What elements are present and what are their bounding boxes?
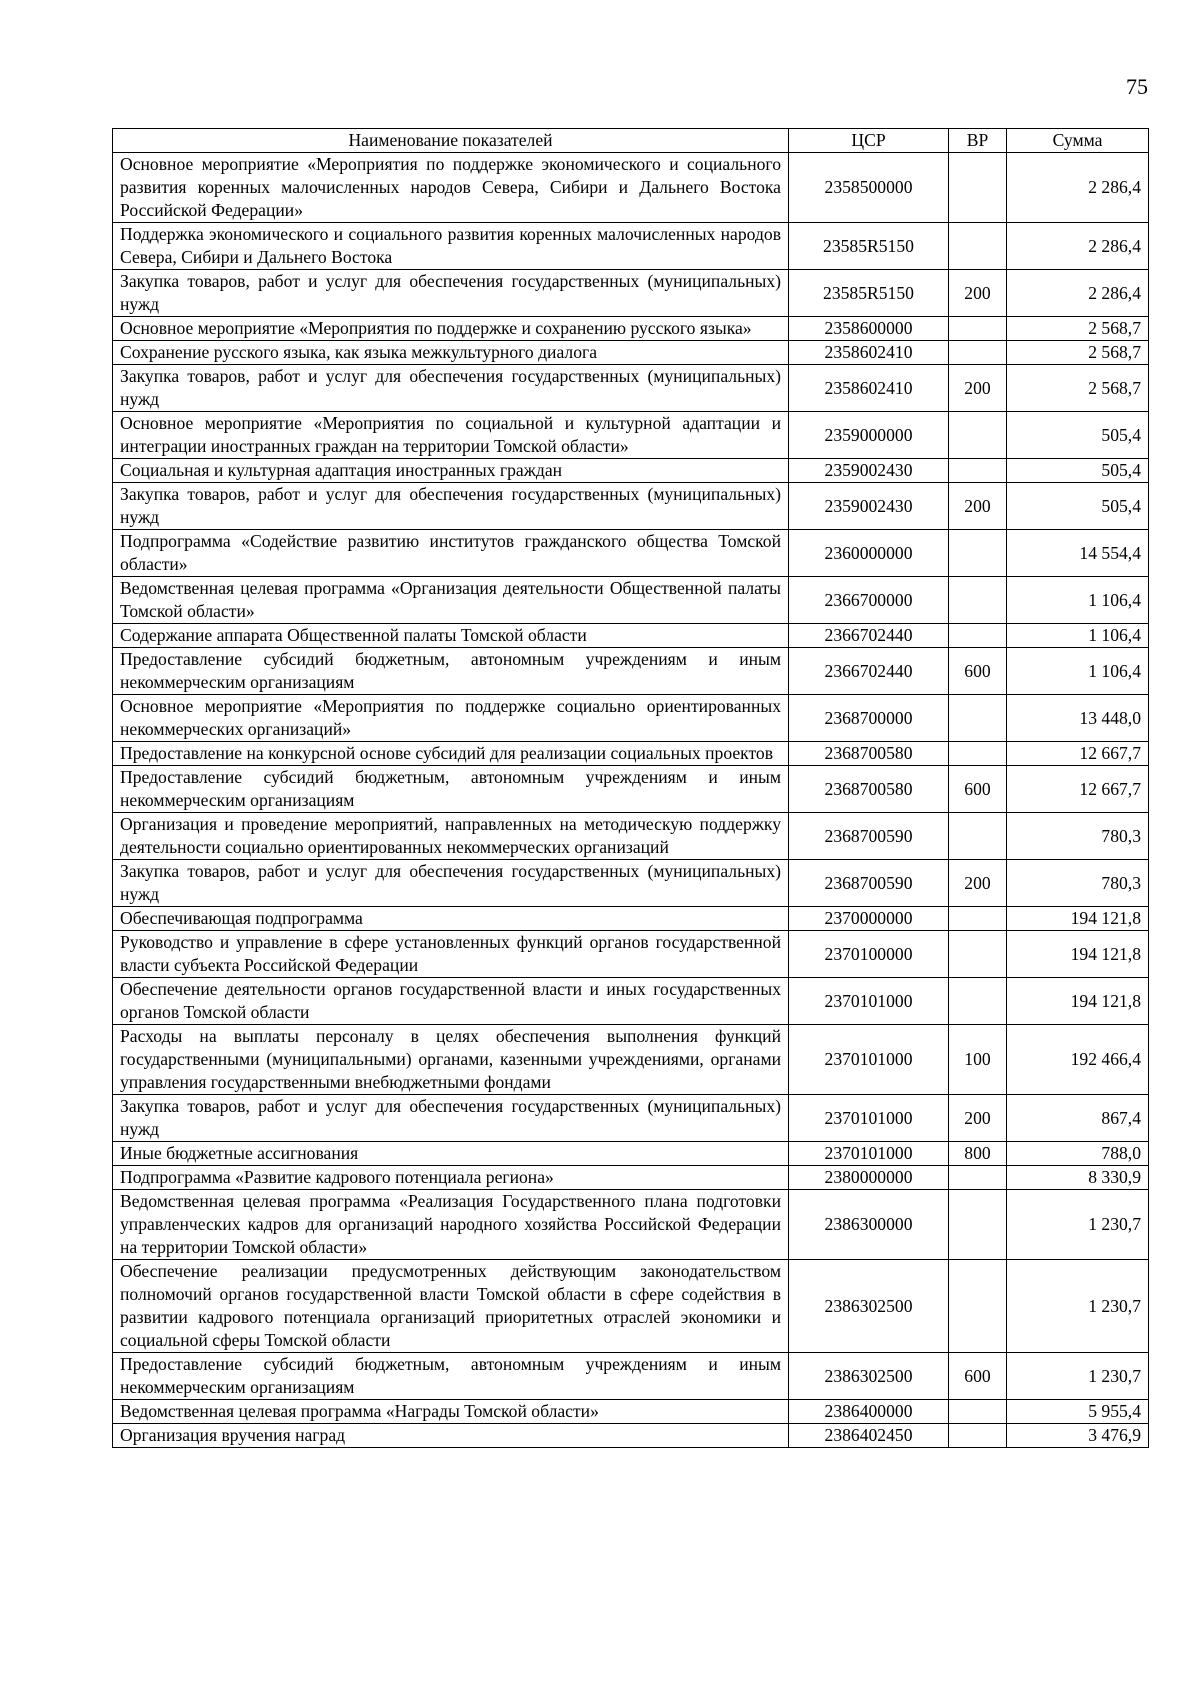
row-csr: 2368700000 bbox=[789, 695, 949, 742]
row-sum: 194 121,8 bbox=[1007, 931, 1149, 978]
row-csr: 2370101000 bbox=[789, 978, 949, 1025]
table-row bbox=[113, 365, 1149, 412]
row-csr: 23585R5150 bbox=[789, 223, 949, 270]
row-vr bbox=[949, 412, 1007, 459]
row-vr bbox=[949, 624, 1007, 648]
row-sum: 1 106,4 bbox=[1007, 648, 1149, 695]
row-name: Закупка товаров, работ и услуг для обеспечения государственных (муниципальных) нужд bbox=[113, 270, 789, 317]
header-sum: Сумма bbox=[1007, 129, 1149, 153]
row-vr bbox=[949, 978, 1007, 1025]
row-vr bbox=[949, 1166, 1007, 1190]
budget-table bbox=[112, 128, 1149, 1448]
table-row bbox=[113, 978, 1149, 1025]
row-name: Обеспечение деятельности органов государственной власти и иных государственных органов Томской области bbox=[113, 978, 789, 1025]
row-vr: 800 bbox=[949, 1142, 1007, 1166]
row-csr: 2368700590 bbox=[789, 813, 949, 860]
table-row bbox=[113, 1142, 1149, 1166]
table-row bbox=[113, 813, 1149, 860]
row-sum: 8 330,9 bbox=[1007, 1166, 1149, 1190]
row-sum: 1 106,4 bbox=[1007, 577, 1149, 624]
row-vr: 100 bbox=[949, 1025, 1007, 1095]
row-name: Закупка товаров, работ и услуг для обеспечения государственных (муниципальных) нужд bbox=[113, 483, 789, 530]
row-vr bbox=[949, 341, 1007, 365]
table-row bbox=[113, 1025, 1149, 1095]
row-csr: 2386402450 bbox=[789, 1424, 949, 1448]
row-name: Предоставление на конкурсной основе субсидий для реализации социальных проектов bbox=[113, 742, 789, 766]
table-row bbox=[113, 1166, 1149, 1190]
row-vr bbox=[949, 223, 1007, 270]
row-sum: 1 230,7 bbox=[1007, 1353, 1149, 1400]
row-vr bbox=[949, 907, 1007, 931]
table-row bbox=[113, 341, 1149, 365]
row-sum: 194 121,8 bbox=[1007, 978, 1149, 1025]
row-vr bbox=[949, 317, 1007, 341]
row-vr: 200 bbox=[949, 1095, 1007, 1142]
table-row bbox=[113, 270, 1149, 317]
row-sum: 192 466,4 bbox=[1007, 1025, 1149, 1095]
row-vr: 200 bbox=[949, 365, 1007, 412]
table-row bbox=[113, 153, 1149, 223]
table-row bbox=[113, 1190, 1149, 1260]
row-sum: 3 476,9 bbox=[1007, 1424, 1149, 1448]
row-sum: 2 568,7 bbox=[1007, 365, 1149, 412]
row-sum: 13 448,0 bbox=[1007, 695, 1149, 742]
table-row bbox=[113, 412, 1149, 459]
table-row bbox=[113, 1353, 1149, 1400]
row-csr: 2368700580 bbox=[789, 766, 949, 813]
row-name: Ведомственная целевая программа «Организация деятельности Общественной палаты Томской области» bbox=[113, 577, 789, 624]
row-sum: 12 667,7 bbox=[1007, 766, 1149, 813]
row-csr: 2368700590 bbox=[789, 860, 949, 907]
row-name: Предоставление субсидий бюджетным, автономным учреждениям и иным некоммерческим организациям bbox=[113, 648, 789, 695]
table-header-row bbox=[113, 129, 1149, 153]
row-name: Закупка товаров, работ и услуг для обеспечения государственных (муниципальных) нужд bbox=[113, 860, 789, 907]
row-name: Иные бюджетные ассигнования bbox=[113, 1142, 789, 1166]
row-vr: 600 bbox=[949, 1353, 1007, 1400]
table-row bbox=[113, 1424, 1149, 1448]
table-row bbox=[113, 766, 1149, 813]
row-csr: 2386302500 bbox=[789, 1260, 949, 1353]
row-sum: 505,4 bbox=[1007, 483, 1149, 530]
row-name: Социальная и культурная адаптация иностранных граждан bbox=[113, 459, 789, 483]
row-sum: 505,4 bbox=[1007, 412, 1149, 459]
row-sum: 1 106,4 bbox=[1007, 624, 1149, 648]
row-vr: 200 bbox=[949, 483, 1007, 530]
row-csr: 2359002430 bbox=[789, 459, 949, 483]
row-csr: 2368700580 bbox=[789, 742, 949, 766]
row-sum: 788,0 bbox=[1007, 1142, 1149, 1166]
row-vr bbox=[949, 577, 1007, 624]
row-sum: 505,4 bbox=[1007, 459, 1149, 483]
table-row bbox=[113, 1400, 1149, 1424]
row-name: Обеспечение реализации предусмотренных действующим законодательством полномочий органов государственной власти Томской области в сфере содействия в развитии кадрового потенциала организаций приоритетных отраслей экономики и социальной сферы Томской области bbox=[113, 1260, 789, 1353]
table-row bbox=[113, 624, 1149, 648]
row-csr: 2359002430 bbox=[789, 483, 949, 530]
row-vr: 600 bbox=[949, 648, 1007, 695]
row-sum: 2 286,4 bbox=[1007, 223, 1149, 270]
row-csr: 2386302500 bbox=[789, 1353, 949, 1400]
row-name: Ведомственная целевая программа «Награды Томской области» bbox=[113, 1400, 789, 1424]
row-csr: 2359000000 bbox=[789, 412, 949, 459]
row-sum: 2 568,7 bbox=[1007, 341, 1149, 365]
row-name: Основное мероприятие «Мероприятия по поддержке социально ориентированных некоммерческих организаций» bbox=[113, 695, 789, 742]
row-name: Предоставление субсидий бюджетным, автономным учреждениям и иным некоммерческим организациям bbox=[113, 1353, 789, 1400]
row-name: Предоставление субсидий бюджетным, автономным учреждениям и иным некоммерческим организациям bbox=[113, 766, 789, 813]
row-csr: 23585R5150 bbox=[789, 270, 949, 317]
row-csr: 2380000000 bbox=[789, 1166, 949, 1190]
row-csr: 2358600000 bbox=[789, 317, 949, 341]
row-sum: 780,3 bbox=[1007, 860, 1149, 907]
table-row bbox=[113, 860, 1149, 907]
row-csr: 2386400000 bbox=[789, 1400, 949, 1424]
row-sum: 12 667,7 bbox=[1007, 742, 1149, 766]
table-row bbox=[113, 742, 1149, 766]
row-csr: 2358602410 bbox=[789, 341, 949, 365]
row-name: Ведомственная целевая программа «Реализация Государственного плана подготовки управленческих кадров для организаций народного хозяйства Российской Федерации на территории Томской области» bbox=[113, 1190, 789, 1260]
header-name: Наименование показателей bbox=[113, 129, 789, 153]
table-row bbox=[113, 1095, 1149, 1142]
row-csr: 2370000000 bbox=[789, 907, 949, 931]
row-vr bbox=[949, 1424, 1007, 1448]
row-sum: 2 286,4 bbox=[1007, 153, 1149, 223]
row-csr: 2386300000 bbox=[789, 1190, 949, 1260]
row-sum: 867,4 bbox=[1007, 1095, 1149, 1142]
row-vr bbox=[949, 1190, 1007, 1260]
row-sum: 14 554,4 bbox=[1007, 530, 1149, 577]
row-sum: 5 955,4 bbox=[1007, 1400, 1149, 1424]
row-vr bbox=[949, 931, 1007, 978]
row-name: Содержание аппарата Общественной палаты Томской области bbox=[113, 624, 789, 648]
row-name: Основное мероприятие «Мероприятия по социальной и культурной адаптации и интеграции иностранных граждан на территории Томской области» bbox=[113, 412, 789, 459]
header-csr: ЦСР bbox=[789, 129, 949, 153]
row-name: Организация и проведение мероприятий, направленных на методическую поддержку деятельности социально ориентированных некоммерческих организаций bbox=[113, 813, 789, 860]
row-vr: 200 bbox=[949, 270, 1007, 317]
row-sum: 780,3 bbox=[1007, 813, 1149, 860]
row-csr: 2366700000 bbox=[789, 577, 949, 624]
row-name: Подпрограмма «Содействие развитию институтов гражданского общества Томской области» bbox=[113, 530, 789, 577]
row-vr bbox=[949, 153, 1007, 223]
row-name: Расходы на выплаты персоналу в целях обеспечения выполнения функций государственными (муниципальными) органами, казенными учреждениями, органами управления государственными внебюджетными фондами bbox=[113, 1025, 789, 1095]
row-name: Основное мероприятие «Мероприятия по поддержке экономического и социального развития коренных малочисленных народов Севера, Сибири и Дальнего Востока Российской Федерации» bbox=[113, 153, 789, 223]
row-csr: 2360000000 bbox=[789, 530, 949, 577]
row-vr bbox=[949, 1260, 1007, 1353]
row-vr bbox=[949, 813, 1007, 860]
table-row bbox=[113, 530, 1149, 577]
table-row bbox=[113, 223, 1149, 270]
row-name: Основное мероприятие «Мероприятия по поддержке и сохранению русского языка» bbox=[113, 317, 789, 341]
row-sum: 2 286,4 bbox=[1007, 270, 1149, 317]
table-row bbox=[113, 1260, 1149, 1353]
table-row bbox=[113, 577, 1149, 624]
row-sum: 1 230,7 bbox=[1007, 1260, 1149, 1353]
row-name: Обеспечивающая подпрограмма bbox=[113, 907, 789, 931]
table-row bbox=[113, 483, 1149, 530]
row-csr: 2358602410 bbox=[789, 365, 949, 412]
row-name: Закупка товаров, работ и услуг для обеспечения государственных (муниципальных) нужд bbox=[113, 1095, 789, 1142]
page-number: 75 bbox=[1126, 74, 1148, 99]
row-vr: 200 bbox=[949, 860, 1007, 907]
table-row bbox=[113, 317, 1149, 341]
table-row bbox=[113, 648, 1149, 695]
table-row bbox=[113, 459, 1149, 483]
row-csr: 2370100000 bbox=[789, 931, 949, 978]
row-name: Сохранение русского языка, как языка межкультурного диалога bbox=[113, 341, 789, 365]
row-vr: 600 bbox=[949, 766, 1007, 813]
row-csr: 2366702440 bbox=[789, 648, 949, 695]
row-vr bbox=[949, 459, 1007, 483]
row-csr: 2370101000 bbox=[789, 1142, 949, 1166]
row-name: Организация вручения наград bbox=[113, 1424, 789, 1448]
table-row bbox=[113, 695, 1149, 742]
table-row bbox=[113, 907, 1149, 931]
row-name: Поддержка экономического и социального развития коренных малочисленных народов Севера, Сибири и Дальнего Востока bbox=[113, 223, 789, 270]
row-name: Руководство и управление в сфере установленных функций органов государственной власти субъекта Российской Федерации bbox=[113, 931, 789, 978]
row-csr: 2370101000 bbox=[789, 1095, 949, 1142]
row-csr: 2366702440 bbox=[789, 624, 949, 648]
row-vr bbox=[949, 742, 1007, 766]
row-sum: 194 121,8 bbox=[1007, 907, 1149, 931]
header-vr: ВР bbox=[949, 129, 1007, 153]
row-csr: 2370101000 bbox=[789, 1025, 949, 1095]
row-sum: 1 230,7 bbox=[1007, 1190, 1149, 1260]
row-vr bbox=[949, 530, 1007, 577]
row-csr: 2358500000 bbox=[789, 153, 949, 223]
table-body bbox=[113, 153, 1149, 1448]
row-name: Подпрограмма «Развитие кадрового потенциала региона» bbox=[113, 1166, 789, 1190]
table-row bbox=[113, 931, 1149, 978]
row-sum: 2 568,7 bbox=[1007, 317, 1149, 341]
row-vr bbox=[949, 695, 1007, 742]
row-vr bbox=[949, 1400, 1007, 1424]
row-name: Закупка товаров, работ и услуг для обеспечения государственных (муниципальных) нужд bbox=[113, 365, 789, 412]
